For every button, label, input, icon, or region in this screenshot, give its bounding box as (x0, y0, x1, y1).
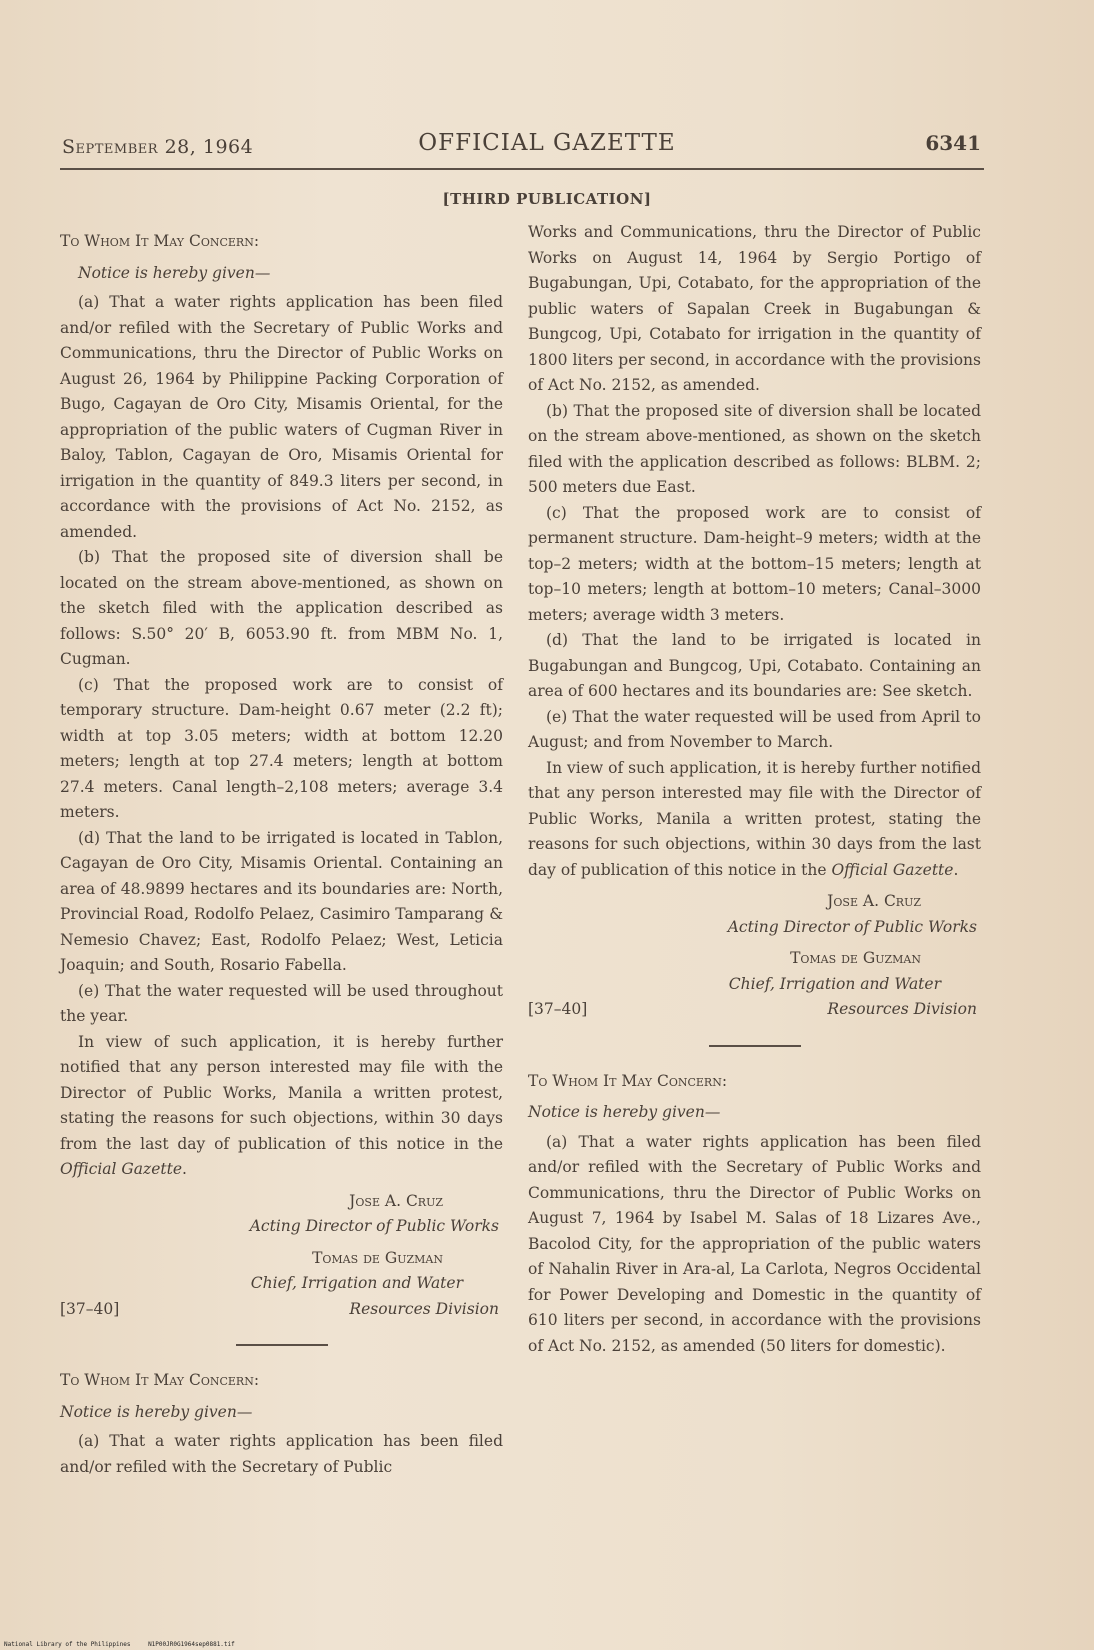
publication-ref: [37–40] (60, 1299, 120, 1318)
header-rule (60, 168, 984, 170)
notice-2 (60, 1368, 503, 1480)
gazette-reference: Official Gazette (60, 1160, 183, 1178)
signature-row (60, 1297, 503, 1323)
salutation: To Whom It May Concern: (60, 1371, 260, 1389)
notice-divider (709, 1045, 801, 1047)
publication-label: [THIRD PUBLICATION] (442, 190, 652, 208)
right-column (528, 220, 981, 1359)
paragraph-b: (b) That the proposed site of diversion shall be located on the stream above-mentioned, as shown on the sketch filed with the application described as follows: S.50° 20′ B, 6053.90 ft. from MBM No. 1, Cugman. (60, 548, 503, 668)
issue-date: September 28, 1964 (62, 136, 254, 158)
signer-division: Resources Division (827, 1000, 977, 1018)
paragraph-a-start: (a) That a water rights application has been filed and/or refiled with the Secretary of Public (60, 1432, 503, 1476)
closing-paragraph: In view of such application, it is hereby further notified that any person interested may file with the Director of Public Works, Manila a written protest, stating the reasons for such objections, within 30 days from the last day of publication of this notice in the Official Gazette. (528, 758, 981, 879)
signer-title: Chief, Irrigation and Water (250, 1274, 463, 1292)
page-number: 6341 (925, 131, 981, 155)
salutation: To Whom It May Concern: (60, 232, 260, 250)
salutation: To Whom It May Concern: (528, 1071, 728, 1090)
footer-source: National Library of the Philippines (4, 1641, 131, 1648)
gazette-reference: Official Gazette (831, 860, 954, 879)
signer-division: Resources Division (349, 1299, 499, 1318)
paragraph-b: (b) That the proposed site of diversion shall be located on the stream above-mentioned, as shown on the sketch filed with the application described as follows: BLBM. 2; 500 meters due East. (528, 401, 981, 496)
scan-footer (4, 1641, 249, 1648)
notice-divider (236, 1344, 328, 1346)
paragraph-d: (d) That the land to be irrigated is located in Bugabungan and Bungcog, Upi, Cotabato. Containing an area of 600 hectares and its boundaries are: See sketch. (528, 631, 981, 700)
footer-file: N1P00JR0G1964sep0881.tif (148, 1641, 235, 1648)
signer-name: Tomas de Guzman (312, 1248, 443, 1267)
notice-intro: Notice is hereby given— (528, 1103, 721, 1121)
signer-title: Chief, Irrigation and Water (728, 974, 941, 993)
paragraph-e: (e) That the water requested will be used from April to August; and from November to March. (528, 707, 981, 751)
signer-name: Jose A. Cruz (827, 892, 921, 910)
left-column (60, 225, 503, 1480)
signer-name: Jose A. Cruz (349, 1191, 443, 1210)
paragraph-c: (c) That the proposed work are to consist of temporary structure. Dam-height 0.67 meter (2.2 ft); width at top 3.05 meters; width at bottom 12.20 meters; length at top 27.4 meters; length at bottom 27.4 meters. Canal length–2,108 meters; average 3.4 meters. (60, 675, 503, 821)
paragraph-e: (e) That the water requested will be used throughout the year. (60, 981, 503, 1025)
publication-ref: [37–40] (528, 1000, 588, 1018)
notice-1 (60, 229, 503, 1322)
publication-title: OFFICIAL GAZETTE (418, 130, 676, 156)
paragraph-c: (c) That the proposed work are to consist of permanent structure. Dam-height–9 meters; width at the top–2 meters; width at the bottom–15 meters; length at top–10 meters; length at bottom–10 meters; Canal–3000 meters; average width 3 meters. (528, 503, 981, 624)
closing-paragraph: In view of such application, it is hereby further notified that any person interested may file with the Director of Public Works, Manila a written protest, stating the reasons for such objections, within 30 days from the last day of publication of this notice in the Official Gazette. (60, 1032, 503, 1178)
paragraph-a: (a) That a water rights application has been filed and/or refiled with the Secretary of Public Works and Communications, thru the Director of Public Works on August 7, 1964 by Isabel M. Salas of 18 Lizares Ave., Bacolod City, for the appropriation of the public waters of Nahalin River in Ara-al, La Carlota, Negros Occidental for Power Developing and Domestic in the quantity of 610 liters per second, in accordance with the provisions of Act No. 2152, as amended (50 liters for domestic). (528, 1132, 981, 1355)
notice-intro: Notice is hereby given— (60, 1402, 253, 1421)
signer-title: Acting Director of Public Works (727, 917, 977, 936)
paragraph-a-continued: Works and Communications, thru the Director of Public Works on August 14, 1964 by Sergio Portigo of Bugabungan, Upi, Cotabato, for the appropriation of the public waters of Sapalan Creek in Bugabungan & Bungcog, Upi, Cotabato for irrigation in the quantity of 1800 liters per second, in accordance with the provisions of Act No. 2152, as amended. (528, 223, 981, 394)
notice-3 (528, 1069, 981, 1360)
signer-name: Tomas de Guzman (790, 949, 921, 967)
paragraph-a: (a) That a water rights application has been filed and/or refiled with the Secretary of Public Works and Communications, thru the Director of Public Works on August 26, 1964 by Philippine Packing Corporation of Bugo, Cagayan de Oro City, Misamis Oriental, for the appropriation of the public waters of Cugman River in Baloy, Tablon, Cagayan de Oro, Misamis Oriental for irrigation in the quantity of 849.3 liters per second, in accordance with the provisions of Act No. 2152, as amended. (60, 293, 503, 541)
paragraph-d: (d) That the land to be irrigated is located in Tablon, Cagayan de Oro City, Misamis Oriental. Containing an area of 48.9899 hectares and its boundaries are: North, Provincial Road, Rodolfo Pelaez, Casimiro Tamparang & Nemesio Chavez; East, Rodolfo Pelaez; West, Leticia Joaquin; and South, Rosario Fabella. (60, 828, 503, 974)
signature-row (528, 997, 981, 1023)
notice-intro: Notice is hereby given— (78, 263, 271, 282)
signer-title: Acting Director of Public Works (249, 1217, 499, 1235)
notice-2-continued (528, 220, 981, 1023)
